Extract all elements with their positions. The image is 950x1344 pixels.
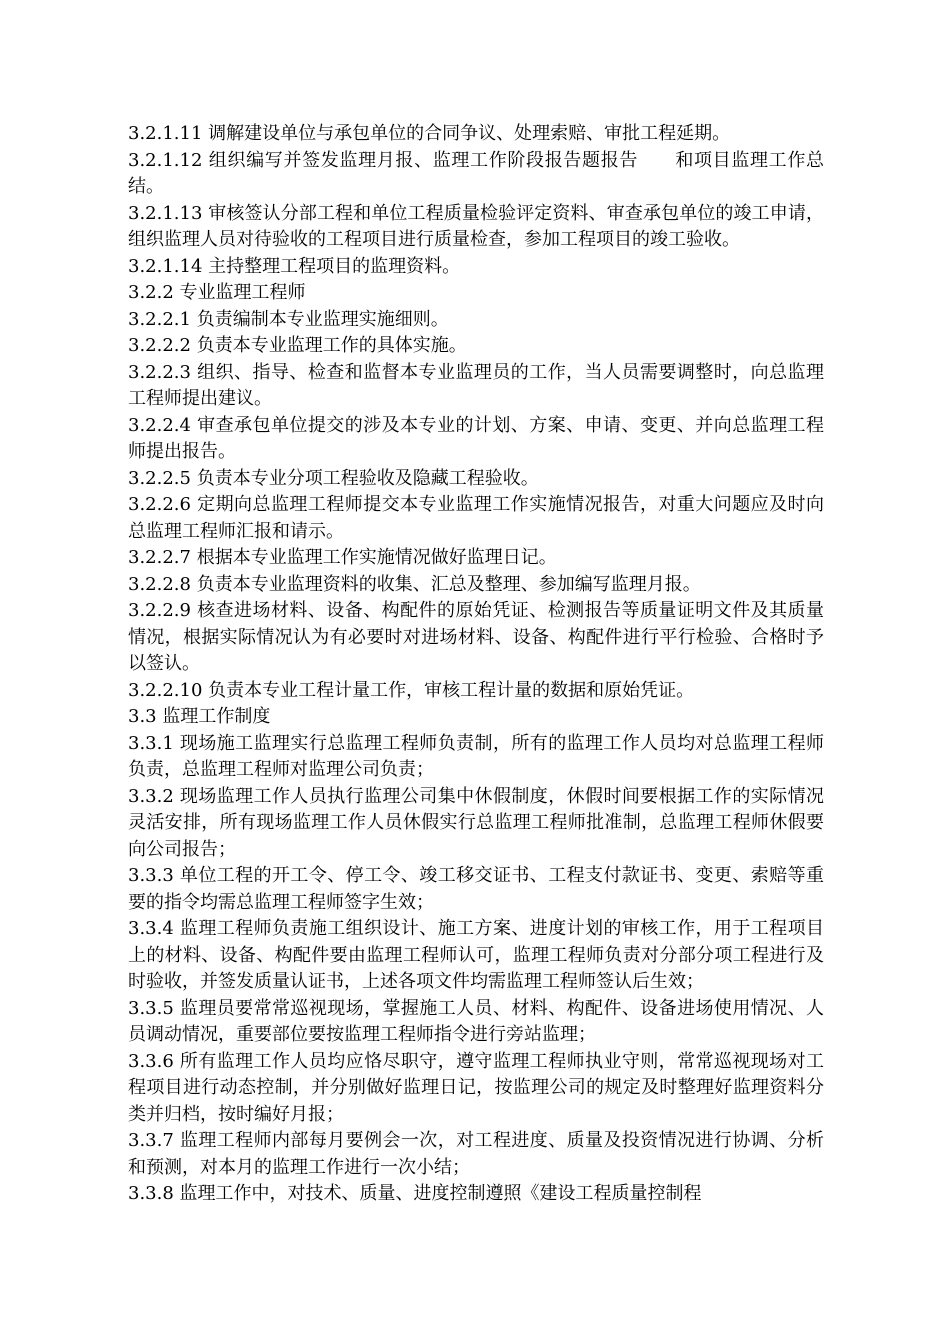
section-heading-3-3: 3.3 监理工作制度 bbox=[128, 706, 271, 727]
paragraph-3-2-1-13: 3.2.1.13 审核签认分部工程和单位工程质量检验评定资料、审查承包单位的竣工申请，组织监理人员对待验收的工程项目进行质量检查，参加工程项目的竣工验收。 bbox=[128, 202, 824, 250]
paragraph-3-2-2-3: 3.2.2.3 组织、指导、检查和监督本专业监理员的工作，当人员需要调整时，向总监理工程师提出建议。 bbox=[128, 361, 824, 409]
paragraph-3-2-2-4: 3.2.2.4 审查承包单位提交的涉及本专业的计划、方案、申请、变更、并向总监理工程师提出报告。 bbox=[128, 414, 824, 462]
paragraph-3-2-2-9: 3.2.2.9 核查进场材料、设备、构配件的原始凭证、检测报告等质量证明文件及其质量情况，根据实际情况认为有必要时对进场材料、设备、构配件进行平行检验、合格时予以签认。 bbox=[128, 600, 824, 674]
paragraph-3-2-1-12: 3.2.1.12 组织编写并签发监理月报、监理工作阶段报告题报告 和项目监理工作总结。 bbox=[128, 149, 824, 197]
paragraph-3-3-2: 3.3.2 现场监理工作人员执行监理公司集中休假制度，休假时间要根据工作的实际情况灵活安排，所有现场监理工作人员休假实行总监理工程师批准制，总监理工程师休假要向公司报告； bbox=[128, 785, 824, 860]
paragraph-3-3-3: 3.3.3 单位工程的开工令、停工令、竣工移交证书、工程支付款证书、变更、索赔等重要的指令均需总监理工程师签字生效； bbox=[128, 865, 824, 913]
paragraph-3-3-8: 3.3.8 监理工作中，对技术、质量、进度控制遵照《建设工程质量控制程 bbox=[128, 1183, 702, 1204]
paragraph-3-2-2-10: 3.2.2.10 负责本专业工程计量工作，审核工程计量的数据和原始凭证。 bbox=[128, 679, 695, 701]
section-heading-3-2-2: 3.2.2 专业监理工程师 bbox=[128, 282, 306, 303]
paragraph-3-3-1: 3.3.1 现场施工监理实行总监理工程师负责制，所有的监理工作人员均对总监理工程师负责，总监理工程师对监理公司负责； bbox=[128, 732, 824, 780]
paragraph-3-3-4: 3.3.4 监理工程师负责施工组织设计、施工方案、进度计划的审核工作，用于工程项目上的材料、设备、构配件要由监理工程师认可，监理工程师负责对分部分项工程进行及时验收，并签发质量认证书，上述各项文件均需监理工程师签认后生效； bbox=[128, 918, 824, 992]
paragraph-3-2-2-7: 3.2.2.7 根据本专业监理工作实施情况做好监理日记。 bbox=[128, 547, 557, 568]
paragraph-3-2-1-14: 3.2.1.14 主持整理工程项目的监理资料。 bbox=[128, 255, 461, 277]
paragraph-3-3-6: 3.3.6 所有监理工作人员均应恪尽职守，遵守监理工程师执业守则，常常巡视现场对工程项目进行动态控制，并分别做好监理日记，按监理公司的规定及时整理好监理资料分类并归档，按时编好月报； bbox=[128, 1050, 824, 1125]
paragraph-3-3-5: 3.3.5 监理员要常常巡视现场，掌握施工人员、材料、构配件、设备进场使用情况、人员调动情况，重要部位要按监理工程师指令进行旁站监理； bbox=[128, 997, 824, 1045]
paragraph-3-3-7: 3.3.7 监理工程师内部每月要例会一次，对工程进度、质量及投资情况进行协调、分析和预测，对本月的监理工作进行一次小结； bbox=[128, 1130, 824, 1178]
paragraph-3-2-2-2: 3.2.2.2 负责本专业监理工作的具体实施。 bbox=[128, 335, 467, 356]
paragraph-3-2-2-6: 3.2.2.6 定期向总监理工程师提交本专业监理工作实施情况报告，对重大问题应及时向总监理工程师汇报和请示。 bbox=[128, 494, 824, 542]
paragraph-3-2-2-5: 3.2.2.5 负责本专业分项工程验收及隐藏工程验收。 bbox=[128, 467, 539, 489]
paragraph-3-2-2-1: 3.2.2.1 负责编制本专业监理实施细则。 bbox=[128, 308, 449, 330]
paragraph-3-2-1-11: 3.2.1.11 调解建设单位与承包单位的合同争议、处理索赔、审批工程延期。 bbox=[128, 123, 731, 144]
document-body bbox=[128, 121, 824, 1208]
paragraph-3-2-2-8: 3.2.2.8 负责本专业监理资料的收集、汇总及整理、参加编写监理月报。 bbox=[128, 573, 701, 595]
